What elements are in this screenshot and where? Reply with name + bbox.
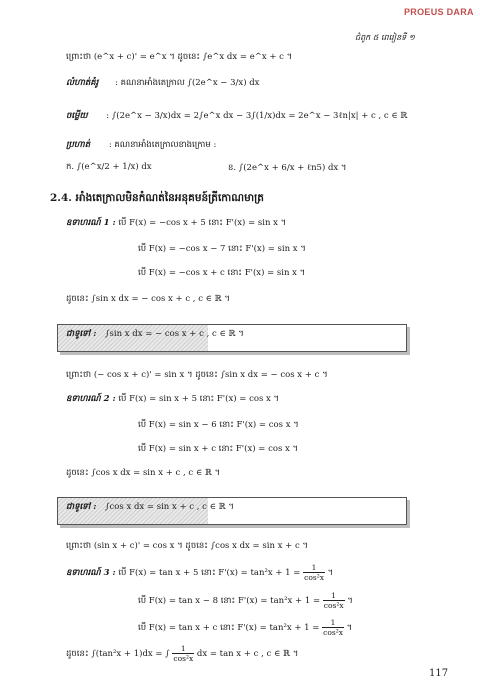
example-row bbox=[66, 78, 259, 90]
ex3-row-1 bbox=[66, 563, 333, 582]
ex1-box-formula: ∫sin x dx = − cos x + c , c ∈ ℝ ។ bbox=[105, 329, 244, 339]
because-line-exp: ព្រោះថា (e^x + c)' = e^x ។ ដូចនេះ ∫e^x dx = e^x + c ។ bbox=[66, 52, 293, 62]
exercise-label: ប្រហាត់ bbox=[66, 140, 91, 150]
ex1-line-3: បើ F(x) = −cos x + c នោះ F'(x) = sin x ។ bbox=[138, 268, 306, 278]
fraction-denominator: cos²x bbox=[323, 601, 344, 610]
ex3-line-2: បើ F(x) = tan x − 8 នោះ F'(x) = tan²x + 1 = bbox=[138, 596, 321, 606]
ex2-general-box bbox=[57, 497, 407, 525]
ex3-row-2 bbox=[138, 591, 353, 610]
ex1-conclusion: ដូចនេះ ∫sin x dx = − cos x + c , c ∈ ℝ ។ bbox=[66, 294, 231, 304]
ex3-fraction-2 bbox=[323, 591, 345, 610]
section-title: 2.4. អាំងតេក្រាលមិនកំណត់នៃអនុគមន៍ត្រីកោណមាត្រ bbox=[50, 192, 264, 204]
ex1-box-label: ជាទូទៅ : bbox=[66, 329, 97, 339]
ex3-conclusion-left: ដូចនេះ ∫(tan²x + 1)dx = ∫ bbox=[66, 649, 170, 659]
ex3-fraction-1 bbox=[303, 563, 325, 582]
ex2-conclusion: ដូចនេះ ∫cos x dx = sin x + c , c ∈ ℝ ។ bbox=[66, 468, 221, 478]
example-label: លំហាត់គំរូ bbox=[66, 78, 99, 88]
ex2-box-formula: ∫cos x dx = sin x + c , c ∈ ℝ ។ bbox=[105, 502, 234, 512]
ex3-conclusion-fraction bbox=[172, 644, 194, 663]
exercise-row bbox=[66, 140, 216, 152]
ex1-general-box bbox=[57, 324, 407, 352]
ex3-conclusion-right: dx = tan x + c , c ∈ ℝ ។ bbox=[196, 649, 299, 659]
end-mark: ។ bbox=[327, 568, 334, 578]
exercise-b: ខ. ∫(2e^x + 6/x + ℓn5) dx ។ bbox=[228, 163, 347, 173]
ex2-line-3: បើ F(x) = sin x + c នោះ F'(x) = cos x ។ bbox=[138, 444, 299, 454]
ex1-line-2: បើ F(x) = −cos x − 7 នោះ F'(x) = sin x ។ bbox=[138, 244, 306, 254]
ex1-label: ឧទាហរណ៍ 1 : bbox=[66, 218, 116, 228]
ex3-label: ឧទាហរណ៍ 3 : bbox=[66, 568, 116, 578]
example-text: : គណនាអាំងតេក្រាល ∫(2e^x − 3/x) dx bbox=[115, 78, 260, 88]
ex1-because: ព្រោះថា (− cos x + c)' = sin x ។ ដូចនេះ ∫sin x dx = − cos x + c ។ bbox=[66, 370, 328, 380]
chapter-reference: ជំពូក ៥ ពេរៀនទី ១ bbox=[355, 33, 415, 42]
exercise-a: ក. ∫(e^x/2 + 1/x) dx bbox=[66, 162, 152, 172]
ex2-label: ឧទាហរណ៍ 2 : bbox=[66, 394, 116, 404]
ex2-line-1: បើ F(x) = sin x + 5 នោះ F'(x) = cos x ។ bbox=[118, 394, 280, 404]
ex2-because: ព្រោះថា (sin x + c)' = cos x ។ ដូចនេះ ∫cos x dx = sin x + c ។ bbox=[66, 541, 309, 551]
ex1-row-1 bbox=[66, 218, 286, 230]
fraction-numerator: 1 bbox=[323, 591, 345, 601]
ex2-row-1 bbox=[66, 394, 279, 406]
ex3-line-1: បើ F(x) = tan x + 5 នោះ F'(x) = tan²x + 1 = bbox=[118, 568, 301, 578]
ex2-box-content bbox=[66, 502, 234, 514]
ex3-row-3 bbox=[138, 618, 352, 637]
ex3-fraction-3 bbox=[322, 618, 344, 637]
fraction-denominator: cos²x bbox=[323, 628, 343, 637]
ex3-conclusion bbox=[66, 644, 298, 663]
fraction-numerator: 1 bbox=[303, 563, 325, 573]
fraction-numerator: 1 bbox=[322, 618, 344, 628]
ex2-line-2: បើ F(x) = sin x − 6 នោះ F'(x) = cos x ។ bbox=[138, 420, 299, 430]
answer-text: : ∫(2e^x − 3/x)dx = 2∫e^x dx − 3∫(1/x)dx = 2e^x − 3ℓn|x| + c , c ∈ ℝ bbox=[106, 111, 408, 121]
fraction-denominator: cos²x bbox=[304, 573, 324, 582]
answer-label: ចម្លើយ bbox=[66, 111, 88, 121]
end-mark: ។ bbox=[347, 596, 353, 606]
ex3-line-3: បើ F(x) = tan x + c នោះ F'(x) = tan²x + 1 = bbox=[138, 623, 320, 633]
fraction-numerator: 1 bbox=[172, 644, 194, 654]
fraction-denominator: cos²x bbox=[173, 654, 194, 663]
exercise-text: : គណនាអាំងតេក្រាលខាងក្រោម : bbox=[108, 140, 217, 150]
page-number: 117 bbox=[429, 668, 449, 679]
ex2-box-label: ជាទូទៅ : bbox=[66, 502, 97, 512]
brand-header: PROEUS DARA bbox=[404, 7, 474, 17]
answer-row bbox=[66, 110, 407, 123]
ex1-line-1: បើ F(x) = −cos x + 5 នោះ F'(x) = sin x ។ bbox=[118, 218, 287, 228]
end-mark: ។ bbox=[346, 623, 353, 633]
ex1-box-content bbox=[66, 329, 244, 341]
